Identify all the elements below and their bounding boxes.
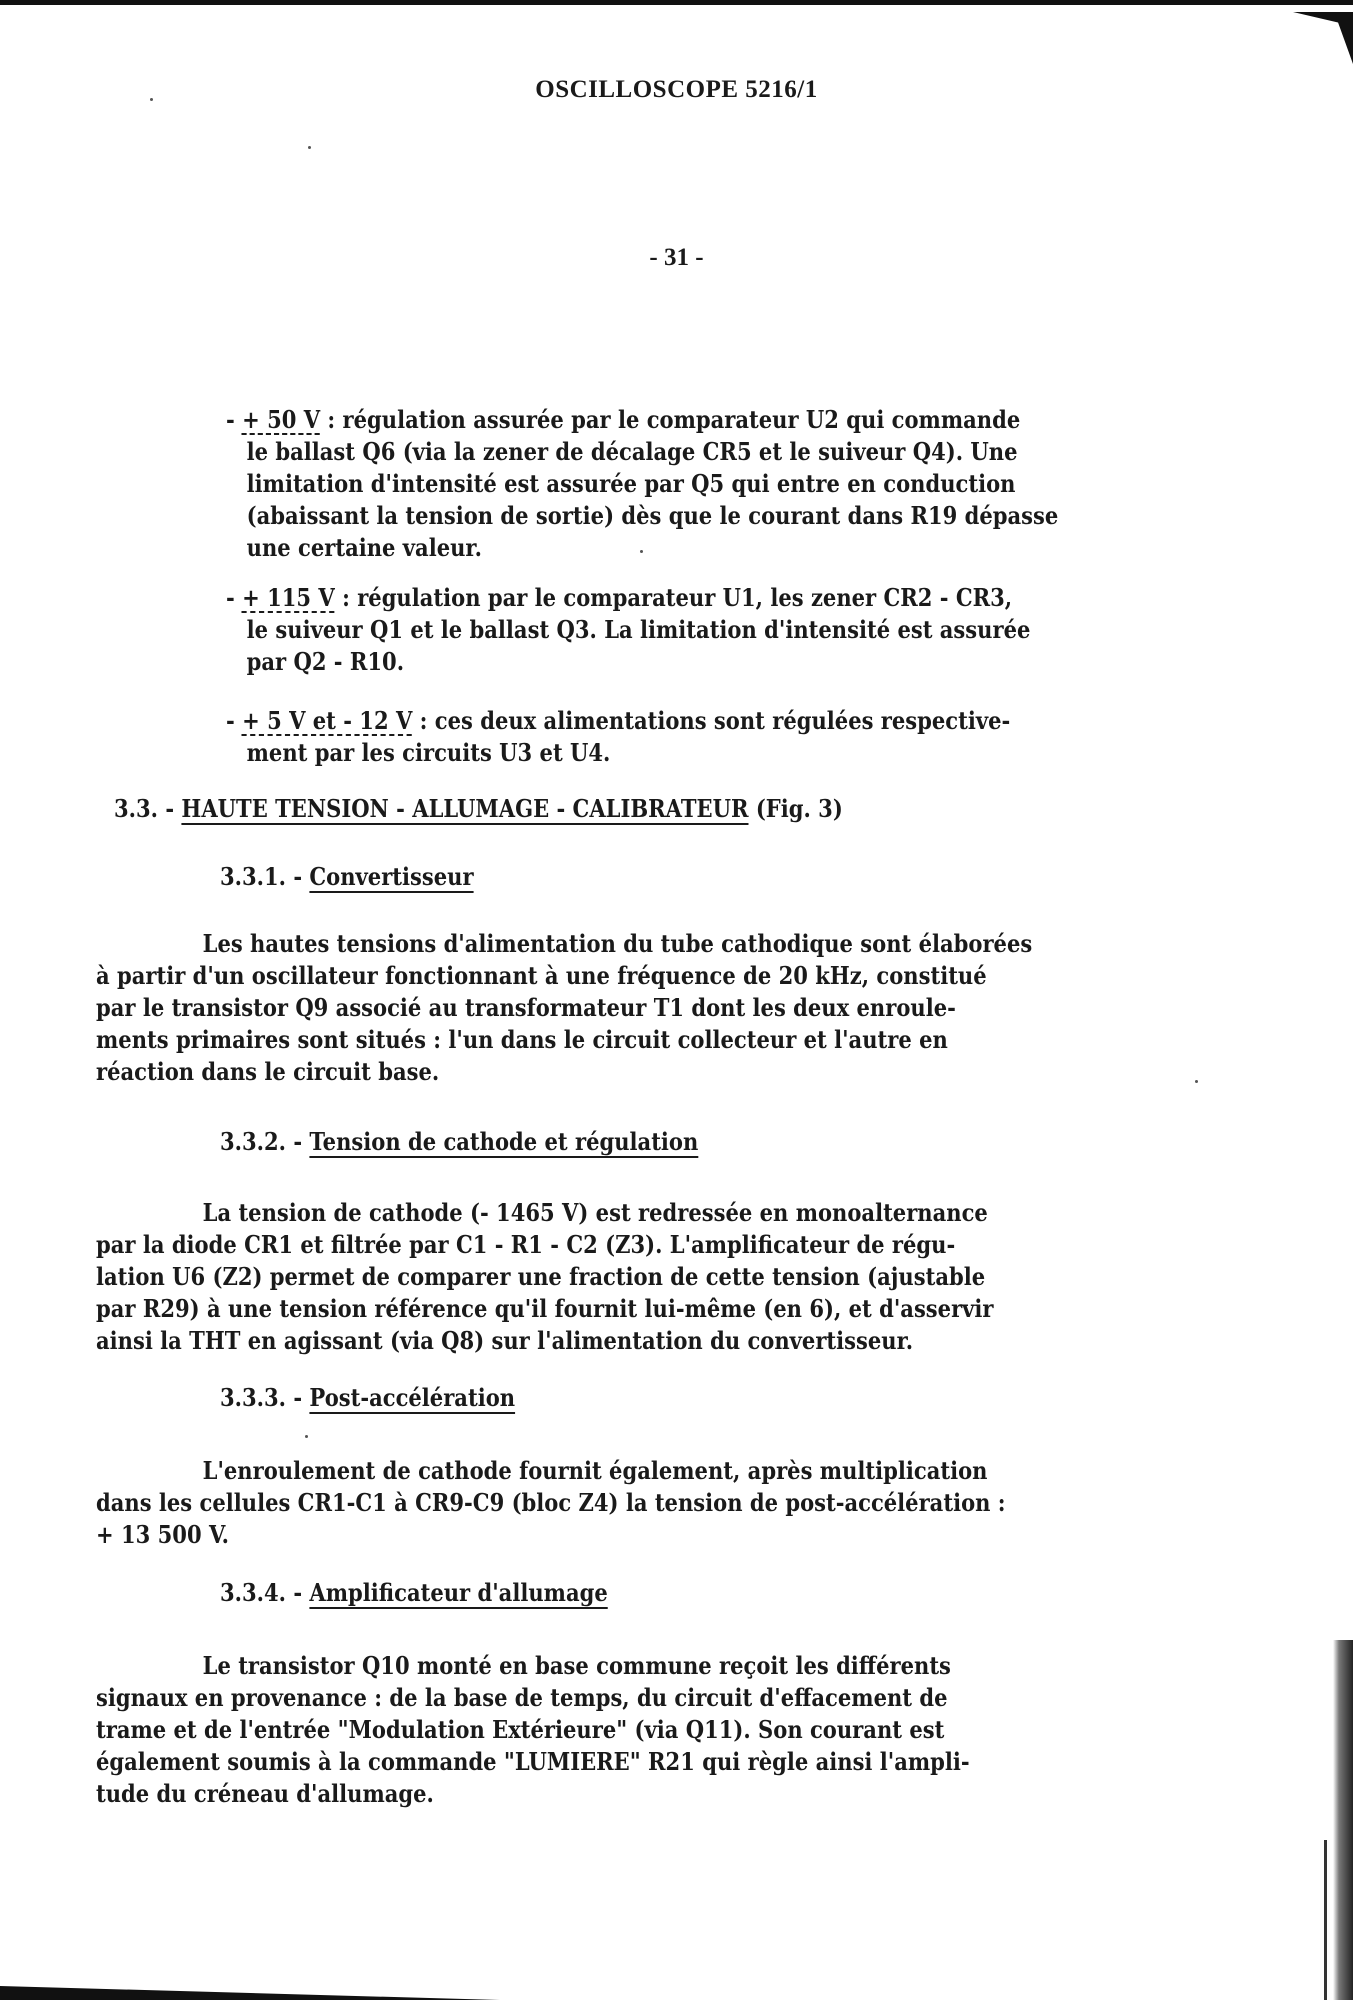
- subsection-number: 3.3.2. -: [220, 1127, 303, 1156]
- subsection-heading: [220, 861, 1252, 893]
- scan-edge-bottom: [0, 1986, 500, 2000]
- bullet-text: ment par les circuits U3 et U4.: [246, 738, 611, 767]
- paragraph-line: par R29) à une tension référence qu'il fournit lui-même (en 6), et d'asservir: [96, 1294, 994, 1323]
- bullet-text: limitation d'intensité est assurée par Q5 qui entre en conduction: [246, 469, 1016, 498]
- subsection-number: 3.3.4. -: [220, 1578, 303, 1607]
- section-figure-ref: (Fig. 3): [755, 794, 843, 823]
- paragraph-line: Les hautes tensions d'alimentation du tube cathodique sont élaborées: [202, 929, 1033, 958]
- subsection-title: Tension de cathode et régulation: [309, 1127, 699, 1156]
- paragraph-line: ments primaires sont situés : l'un dans le circuit collecteur et l'autre en: [96, 1025, 948, 1054]
- paragraph-line: trame et de l'entrée "Modulation Extérieure" (via Q11). Son courant est: [96, 1715, 945, 1744]
- document-header-title: OSCILLOSCOPE 5216/1: [535, 76, 818, 103]
- subsection-heading: [220, 1382, 1252, 1414]
- subsection-heading: [220, 1577, 1252, 1609]
- subsection-title: Post-accélération: [309, 1383, 516, 1412]
- speck: [305, 1435, 308, 1438]
- paragraph-line: + 13 500 V.: [96, 1520, 229, 1549]
- paragraph-line: ainsi la THT en agissant (via Q8) sur l'alimentation du convertisseur.: [96, 1326, 914, 1355]
- bullet-text: le ballast Q6 (via la zener de décalage CR5 et le suiveur Q4). Une: [246, 437, 1018, 466]
- paragraph-line: dans les cellules CR1-C1 à CR9-C9 (bloc Z4) la tension de post-accélération :: [96, 1488, 1006, 1517]
- paragraph-post-acceleration: [96, 1455, 1231, 1551]
- subsection-title: Amplificateur d'allumage: [309, 1578, 608, 1607]
- scan-edge-right: [1333, 1640, 1353, 2000]
- bullet-text: le suiveur Q1 et le ballast Q3. La limitation d'intensité est assurée: [246, 615, 1031, 644]
- paragraph-line: signaux en provenance : de la base de temps, du circuit d'effacement de: [96, 1683, 948, 1712]
- speck: [308, 146, 311, 149]
- speck: [640, 550, 643, 553]
- section-number: 3.3. -: [114, 794, 175, 823]
- subsection-number: 3.3.1. -: [220, 862, 303, 891]
- subsection-number: 3.3.3. -: [220, 1383, 303, 1412]
- section-title: HAUTE TENSION - ALLUMAGE - CALIBRATEUR: [181, 794, 749, 823]
- paragraph-line: par le transistor Q9 associé au transformateur T1 dont les deux enroule-: [96, 993, 956, 1022]
- bullet-first-line: - + 5 V et - 12 V : ces deux alimentations sont régulées respective-: [226, 706, 1011, 735]
- bullet-text: une certaine valeur.: [246, 533, 482, 562]
- paragraph-line: La tension de cathode (- 1465 V) est redressée en monoalternance: [202, 1198, 988, 1227]
- paragraph-line: tude du créneau d'allumage.: [96, 1779, 434, 1808]
- bullet-first-line: - + 50 V : régulation assurée par le comparateur U2 qui commande: [226, 405, 1021, 434]
- paragraph-line: à partir d'un oscillateur fonctionnant à une fréquence de 20 kHz, constitué: [96, 961, 987, 990]
- bullet-text: par Q2 - R10.: [246, 647, 405, 676]
- paragraph-line: Le transistor Q10 monté en base commune reçoit les différents: [202, 1651, 951, 1680]
- speck: [150, 98, 153, 101]
- paragraph-convertisseur: [96, 928, 1231, 1088]
- bullet-text: : régulation assurée par le comparateur U2 qui commande: [320, 405, 1021, 434]
- subsection-title: Convertisseur: [309, 862, 474, 891]
- paragraph-amplificateur-allumage: [96, 1650, 1231, 1810]
- paragraph-line: par la diode CR1 et filtrée par C1 - R1 - C2 (Z3). L'amplificateur de régu-: [96, 1230, 956, 1259]
- paragraph-line: lation U6 (Z2) permet de comparer une fraction de cette tension (ajustable: [96, 1262, 986, 1291]
- paragraph-line: également soumis à la commande "LUMIERE" R21 qui règle ainsi l'ampli-: [96, 1747, 970, 1776]
- speck: [1195, 1080, 1198, 1083]
- bullet-text: : ces deux alimentations sont régulées respective-: [412, 706, 1011, 735]
- scan-corner-artifact-2: [1335, 14, 1353, 64]
- bullet-first-line: - + 115 V : régulation par le comparateur U1, les zener CR2 - CR3,: [226, 583, 1013, 612]
- bullet-label: + 5 V et - 12 V: [242, 706, 413, 735]
- scan-edge-top: [0, 0, 1353, 5]
- paragraph-line: L'enroulement de cathode fournit également, après multiplication: [202, 1456, 988, 1485]
- subsection-heading: [220, 1126, 1252, 1158]
- bullet-text: : régulation par le comparateur U1, les zener CR2 - CR3,: [334, 583, 1013, 612]
- bullet-label: + 50 V: [242, 405, 321, 434]
- bullet-item-115v: [226, 582, 1215, 678]
- bullet-text: (abaissant la tension de sortie) dès que le courant dans R19 dépasse: [246, 501, 1059, 530]
- paragraph-tension-cathode: [96, 1197, 1231, 1357]
- bullet-label: + 115 V: [242, 583, 335, 612]
- scan-edge-right-line: [1324, 1840, 1327, 2000]
- page-number: - 31 -: [649, 244, 704, 271]
- bullet-item-50v: [226, 404, 1215, 564]
- bullet-item-5v-12v: [226, 705, 1215, 769]
- paragraph-line: réaction dans le circuit base.: [96, 1057, 440, 1086]
- section-heading: [114, 793, 1189, 825]
